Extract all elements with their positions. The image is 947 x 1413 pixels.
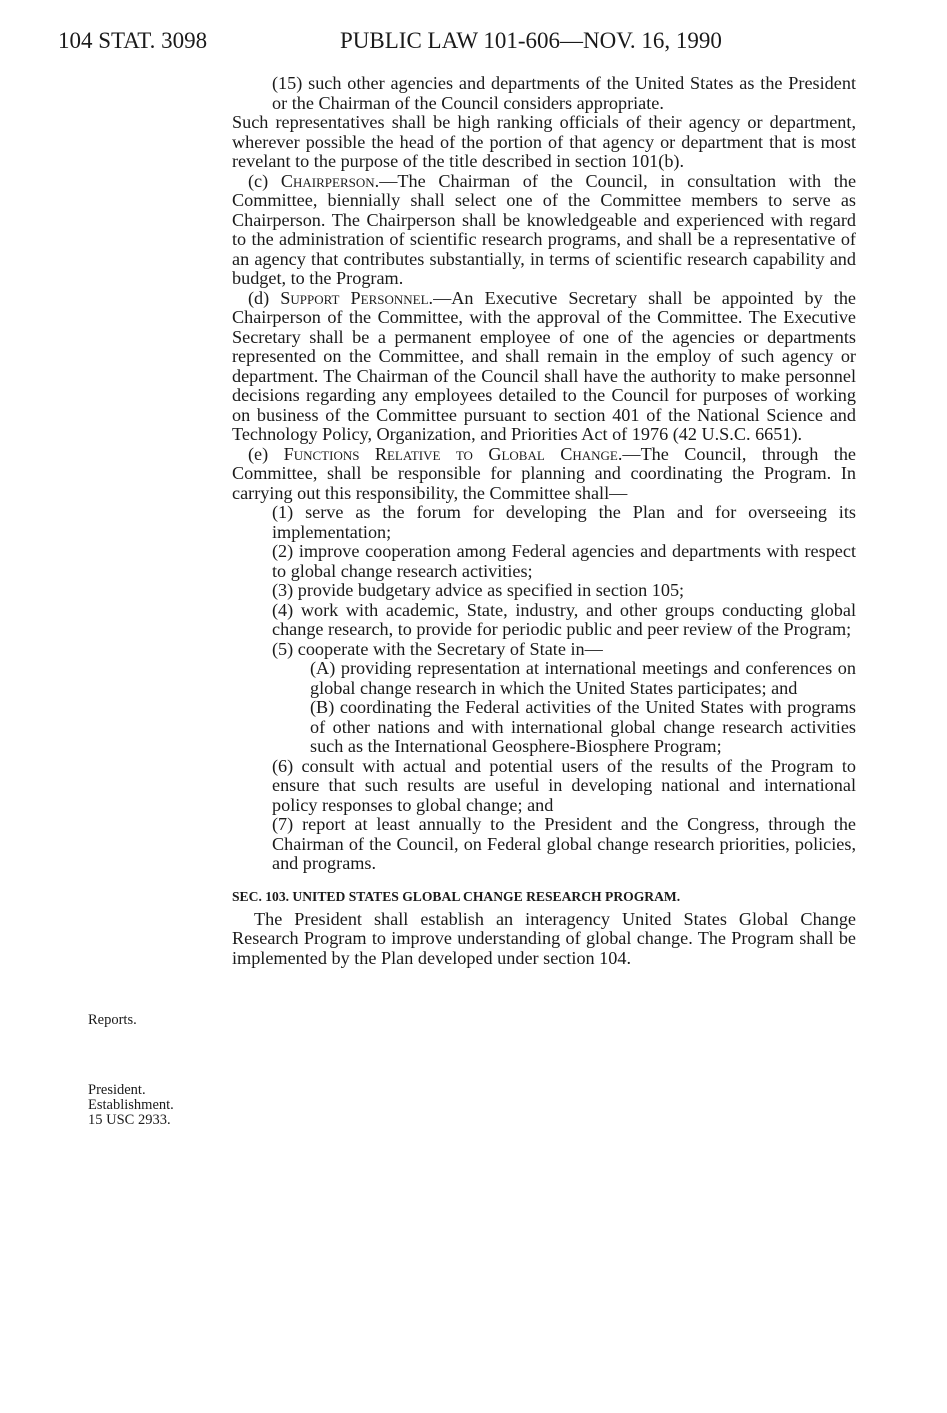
paragraph-d-support-personnel — [232, 289, 856, 445]
c-text: —The Chairman of the Council, in consultation with the Committee, biennially shall select one of the Committee members to serve as Chairperson. The Chairperson shall be knowledgeable and experienced with regard to the administration of scientific research programs, and shall be a representative of an agency that contributes substantially, in terms of scientific research capability and budget, to the Program. — [232, 170, 857, 288]
list-item-e3: (3) provide budgetary advice as specified in section 105; — [272, 580, 685, 600]
margin-note-president-text: President. — [88, 1082, 146, 1098]
list-item-e1: (1) serve as the forum for developing the Plan and for overseeing its implementation; — [272, 502, 856, 542]
page-header — [58, 22, 888, 62]
c-label: (c) — [248, 170, 269, 191]
e-label: (e) — [248, 443, 269, 464]
margin-note-reports — [88, 1013, 228, 1028]
c-heading: Chairperson. — [280, 170, 380, 191]
d-text: —An Executive Secretary shall be appointed by the Chairperson of the Committee, with the approval of the Committee. The Executive Secretary shall be a permanent employee of one of the agencies or departments represented on the Committee, and shall remain in the employ of such agency or department. The Chairman of the Council shall have the authority to make personnel decisions regarding any employees detailed to the Council for purposes of working on business of the Committee pursuant to section 401 of the National Science and Technology Policy, Organization, and Priorities Act of 1976 (42 U.S.C. 6651). — [232, 287, 857, 444]
d-heading: Support Personnel. — [280, 287, 434, 308]
list-item-e5a: (A) providing representation at international meetings and conferences on global change research in which the United States participates; and — [310, 658, 856, 698]
public-law-reference: PUBLIC LAW 101-606—NOV. 16, 1990 — [340, 28, 722, 53]
list-item-e7: (7) report at least annually to the President and the Congress, through the Chairman of the Council, on Federal global change research priorities, policies, and programs. — [272, 814, 856, 873]
paragraph-e-functions — [232, 445, 856, 504]
list-item-e6: (6) consult with actual and potential users of the results of the Program to ensure that such results are useful in developing national and international policy responses to global change; and — [272, 755, 856, 815]
list-item-e2: (2) improve cooperation among Federal agencies and departments with respect to global change research activities; — [272, 541, 856, 581]
margin-note-president — [88, 1083, 228, 1128]
e-text: —The Council, through the Committee, shall be responsible for planning and coordinating the Program. In carrying out this responsibility, the Committee shall— — [232, 443, 856, 503]
e-heading: Functions Relative to Global Change. — [283, 443, 623, 464]
section-103-text: The President shall establish an interagency United States Global Change Research Program to improve understanding of global change. The Program shall be implemented by the Plan developed under section 104. — [232, 908, 856, 968]
paragraph-c-chairperson — [232, 172, 856, 289]
margin-note-reports-text: Reports. — [88, 1012, 137, 1028]
d-label: (d) — [248, 287, 270, 308]
paragraph-representatives: Such representatives shall be high ranking officials of their agency or department, wherever possible the head of the portion of that agency or department that is most revelant to the purpose of the title described in section 101(b). — [232, 112, 856, 171]
list-item-e4: (4) work with academic, State, industry, and other groups conducting global change research, to provide for periodic public and peer review of the Program; — [272, 599, 856, 639]
margin-note-usc-text: 15 USC 2933. — [88, 1112, 171, 1128]
list-item-e5b: (B) coordinating the Federal activities of the United States with programs of other nations and with international global change research activities such as the International Geosphere-Biosphere Program; — [310, 697, 856, 756]
list-item-e5: (5) cooperate with the Secretary of State in— — [272, 638, 603, 659]
stat-reference: 104 STAT. 3098 — [58, 28, 208, 53]
margin-note-establishment-text: Establishment. — [88, 1097, 174, 1113]
main-text-column — [232, 74, 856, 968]
section-103-heading: SEC. 103. UNITED STATES GLOBAL CHANGE RESEARCH PROGRAM. — [232, 888, 681, 904]
paragraph-item-15: (15) such other agencies and departments of the United States as the President or the Chairman of the Council considers appropriate. — [272, 73, 856, 113]
